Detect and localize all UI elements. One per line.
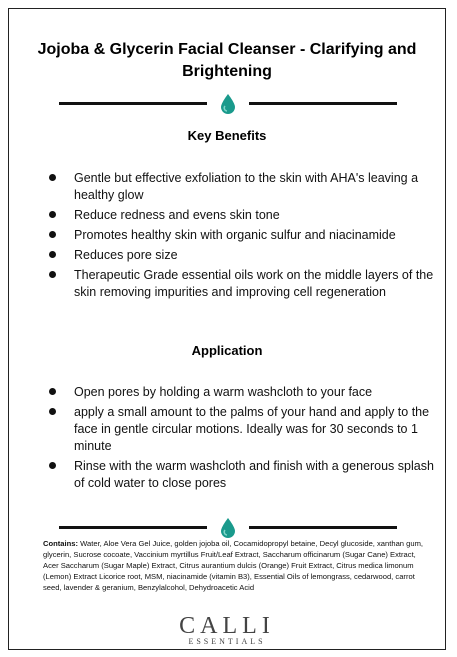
list-item: apply a small amount to the palms of your hand and apply to the face in gentle circular motions. Ideally was for 30 seconds to 1 minute (44, 404, 434, 455)
divider-line-right (249, 526, 397, 529)
ingredients-label: Contains: (43, 539, 79, 548)
bullet-icon (49, 231, 56, 238)
bullet-icon (49, 211, 56, 218)
list-item: Promotes healthy skin with organic sulfur and niacinamide (44, 227, 434, 244)
list-item: Therapeutic Grade essential oils work on the middle layers of the skin removing impurities and improving cell regeneration (44, 267, 434, 301)
brand-name: CALLI (179, 613, 275, 639)
bullet-icon (49, 408, 56, 415)
bullet-icon (49, 462, 56, 469)
key-benefits-list (44, 170, 434, 304)
divider-line-left (59, 526, 207, 529)
list-item: Open pores by holding a warm washcloth to your face (44, 384, 434, 401)
divider-line-left (59, 102, 207, 105)
list-item: Gentle but effective exfoliation to the skin with AHA's leaving a healthy glow (44, 170, 434, 204)
ingredients-text (43, 538, 431, 593)
list-item: Rinse with the warm washcloth and finish with a generous splash of cold water to close pores (44, 458, 434, 492)
water-drop-icon (218, 517, 238, 539)
water-drop-icon (218, 93, 238, 115)
application-list (44, 384, 434, 495)
product-title: Jojoba & Glycerin Facial Cleanser - Clarifying and Brightening (37, 41, 417, 80)
divider-line-right (249, 102, 397, 105)
key-benefits-heading: Key Benefits (187, 128, 267, 143)
bullet-icon (49, 388, 56, 395)
bullet-icon (49, 251, 56, 258)
list-item: Reduces pore size (44, 247, 434, 264)
bullet-icon (49, 271, 56, 278)
ingredients-list: Water, Aloe Vera Gel Juice, golden jojoba oil, Cocamidopropyl betaine, Decyl glucoside, xanthan gum, glycerin, Sucrose cocoate, Vaccinium myrtillus Fruit/Leaf Extract, Saccharum officinarum (Sugar Cane) Extract, Acer Saccharum (Sugar Maple) Extract, Citrus aurantium dulcis (Orange) Fruit Extract, Citrus medica limonum (Lemon) Extract Licorice root, MSM, niacinamide (vitamin B3), Essential Oils of lemongrass, cedarwood, carrot seed, lavender & geranium, Benzylalcohol, Dehydroacetic Acid (43, 539, 424, 592)
top-divider (59, 93, 397, 113)
bottom-divider (59, 517, 397, 537)
product-card (8, 8, 446, 650)
application-heading: Application (191, 343, 263, 358)
brand-subtitle: ESSENTIALS (188, 637, 266, 646)
bullet-icon (49, 174, 56, 181)
list-item: Reduce redness and evens skin tone (44, 207, 434, 224)
brand-logo (9, 615, 445, 647)
